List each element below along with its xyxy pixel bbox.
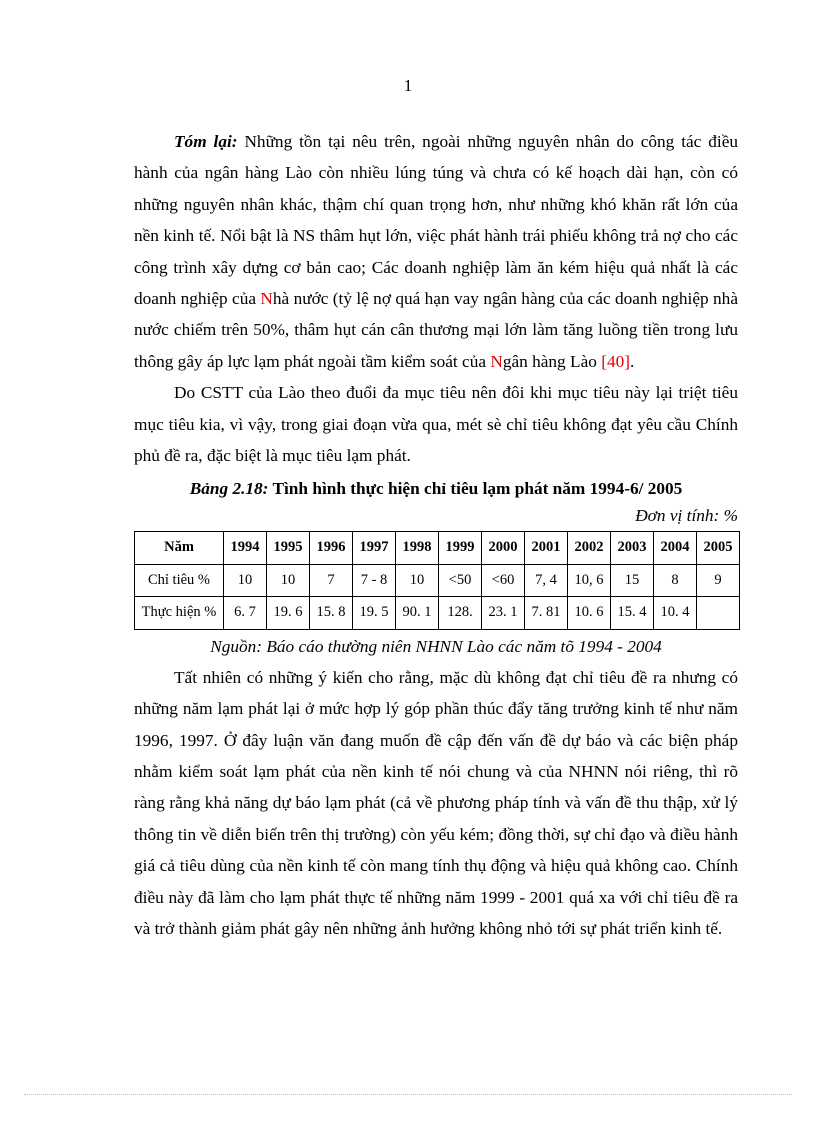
paragraph-cstt: Do CSTT của Lào theo đuổi đa mục tiêu nên đôi khi mục tiêu này lại triệt tiêu mục tiêu kia, vì vậy, trong giai đoạn vừa qua, mét sè chỉ tiêu không đạt yêu cầu Chính phủ đề ra, đặc biệt là mục tiêu lạm phát. <box>134 383 738 466</box>
table-caption-text: Tình hình thực hiện chỉ tiêu lạm phát năm 1994-6/ 2005 <box>268 479 683 499</box>
table-header-row <box>135 532 740 564</box>
table-header-cell: 1999 <box>439 532 482 564</box>
table-header-cell: 1998 <box>396 532 439 564</box>
table-cell: 15 <box>611 564 654 596</box>
table-cell: <50 <box>439 564 482 596</box>
page-number: 1 <box>403 76 413 95</box>
table-cell: 9 <box>697 564 740 596</box>
unit-label: Đơn vị tính: % <box>635 506 738 526</box>
table-cell: 6. 7 <box>224 597 267 629</box>
paragraph-text: Những tồn tại nêu trên, ngoài những nguyên nhân do công tác điều hành của ngân hàng Lào còn nhiều lúng túng và chưa có kế hoạch dài hạn, còn có những nguyên nhân khác, thậm chí quan trọng hơn, như những khó khăn rất lớn của nền kinh tế. Nổi bật là NS thâm hụt lớn, việc phát hành trái phiếu không trả nợ cho các công trình xây dựng cơ bản cao; Các doanh nghiệp làm ăn kém hiệu quả nhất là các doanh nghiệp của <box>134 132 739 309</box>
table-cell: 19. 5 <box>353 597 396 629</box>
table-cell: <60 <box>482 564 525 596</box>
table-cell: 15. 8 <box>310 597 353 629</box>
table-header-cell: 2003 <box>611 532 654 564</box>
table-header-cell: 2000 <box>482 532 525 564</box>
table-cell: 10 <box>396 564 439 596</box>
paragraph-analysis: Tất nhiên có những ý kiến cho rằng, mặc dù không đạt chỉ tiêu đề ra nhưng có những năm lạm phát lại ở mức hợp lý góp phần thúc đẩy tăng trưởng kinh tế như năm 1996, 1997. Ở đây luận văn đang muốn đề cập đến vấn đề dự báo và các biện pháp nhằm kiểm soát lạm phát của nền kinh tế nói chung và của NHNN nói riêng, thì rõ ràng rằng khả năng dự báo lạm phát (cả về phương pháp tính và vấn đề thu thập, xử lý thông tin về diễn biến trên thị trường) còn yếu kém; đồng thời, sự chỉ đạo và điều hành giá cả tiêu dùng của nền kinh tế còn mang tính thụ động và hiệu quả không cao. Chính điều này đã làm cho lạm phát thực tế những năm 1999 - 2001 quá xa với chỉ tiêu đề ra và trở thành giảm phát gây nên những ảnh hưởng không nhỏ tới sự phát triển kinh tế. <box>134 667 738 938</box>
table-cell: Chỉ tiêu % <box>135 564 224 596</box>
table-cell: 10 <box>224 564 267 596</box>
paragraph-summary <box>134 126 738 377</box>
table-row <box>135 564 740 596</box>
table-header-cell: 2001 <box>525 532 568 564</box>
paragraph-text: hà nước (tỷ lệ nợ quá hạn vay ngân hàng của các doanh nghiệp nhà nước chiếm trên 50%, thâm hụt cán cân thương mại lớn làm tăng luồng tiền trong lưu thông gây áp lực lạm phát ngoài tầm kiểm soát của <box>134 289 738 371</box>
table-cell: 7 - 8 <box>353 564 396 596</box>
table-source: Nguồn: Báo cáo thường niên NHNN Lào các năm tõ 1994 - 2004 <box>210 636 662 656</box>
table-header-cell: Năm <box>135 532 224 564</box>
paragraph-text: . <box>630 351 635 371</box>
table-cell: 10. 6 <box>568 597 611 629</box>
table-cell: 7, 4 <box>525 564 568 596</box>
table-caption <box>134 475 738 503</box>
table-cell: 10, 6 <box>568 564 611 596</box>
table-cell: 8 <box>654 564 697 596</box>
table-caption-lead: Bảng 2.18: <box>189 479 269 499</box>
inflation-table <box>134 531 740 629</box>
table-cell: 15. 4 <box>611 597 654 629</box>
paragraph-text: gân hàng Lào <box>502 351 602 371</box>
table-header-cell: 1994 <box>224 532 267 564</box>
table-cell <box>697 597 740 629</box>
reference-link: [40] <box>601 351 630 371</box>
table-cell: 19. 6 <box>267 597 310 629</box>
table-cell: 128. <box>439 597 482 629</box>
table-row <box>135 597 740 629</box>
table-cell: Thực hiện % <box>135 597 224 629</box>
table-cell: 10. 4 <box>654 597 697 629</box>
table-cell: 90. 1 <box>396 597 439 629</box>
paragraph-lead: Tóm lại: <box>174 132 238 151</box>
document-body <box>134 126 738 944</box>
table-cell: 7 <box>310 564 353 596</box>
table-header-cell: 1997 <box>353 532 396 564</box>
table-cell: 23. 1 <box>482 597 525 629</box>
table-header-cell: 1996 <box>310 532 353 564</box>
table-header-cell: 2005 <box>697 532 740 564</box>
table-cell: 10 <box>267 564 310 596</box>
table-header-cell: 2004 <box>654 532 697 564</box>
highlighted-letter: N <box>490 351 503 371</box>
table-cell: 7. 81 <box>525 597 568 629</box>
table-header-cell: 1995 <box>267 532 310 564</box>
highlighted-letter: N <box>260 289 273 309</box>
table-header-cell: 2002 <box>568 532 611 564</box>
page-bottom-divider <box>24 1094 792 1095</box>
